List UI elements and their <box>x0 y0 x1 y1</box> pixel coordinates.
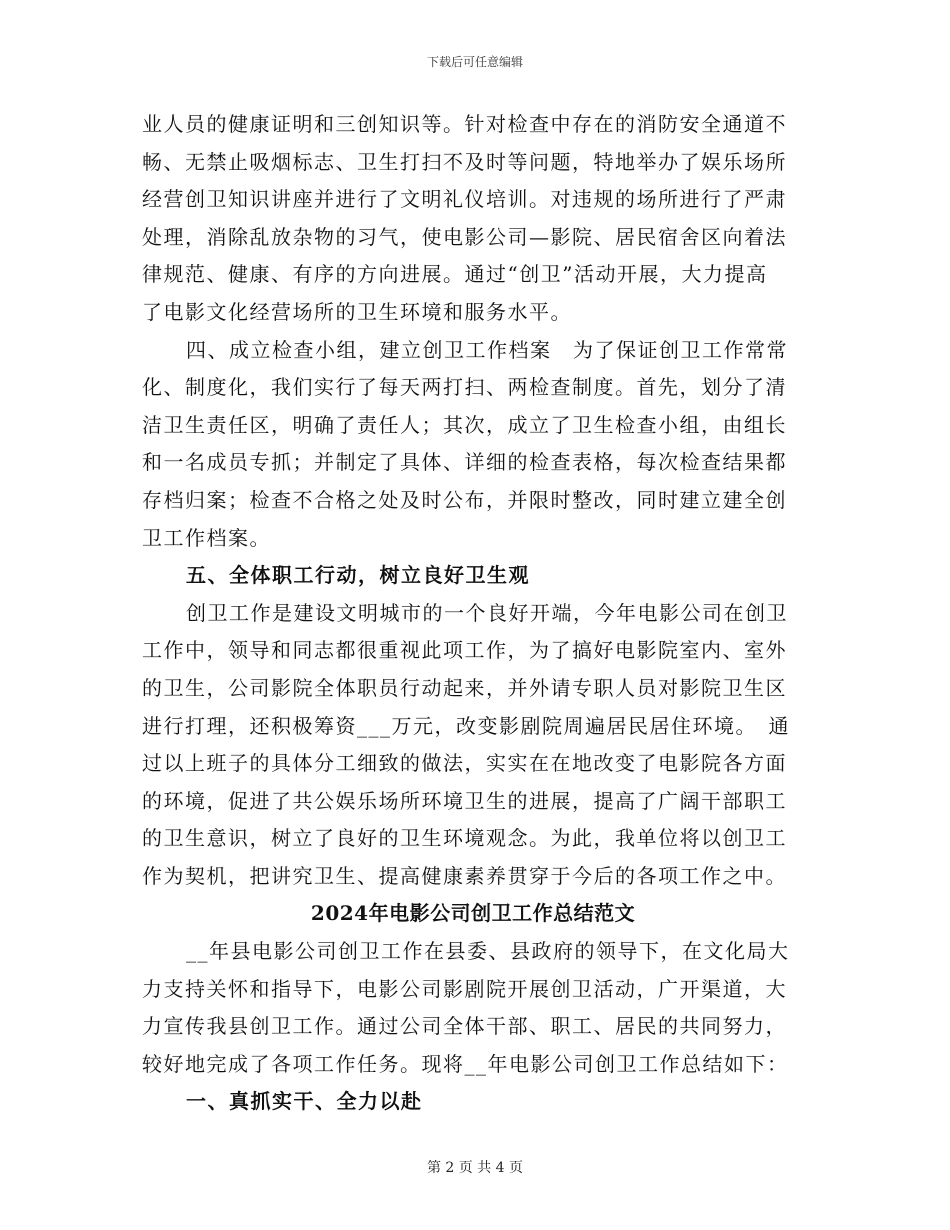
page-header-note: 下载后可任意编辑 <box>426 55 523 69</box>
section-four-line: 四、成立检查小组，建立创卫工作档案 为了保证创卫工作常常 <box>186 337 788 362</box>
body-line: 进行打理，还积极筹资___万元，改变影剧院周遍居民居住环境。 通 <box>142 713 790 738</box>
body-line: 力宣传我县创卫工作。通过公司全体干部、职工、居民的共同努力， <box>142 1014 787 1039</box>
body-line: 经营创卫知识讲座并进行了文明礼仪培训。对违规的场所进行了严肃 <box>142 187 787 212</box>
body-line: 工作中，领导和同志都很重视此项工作，为了搞好电影院室内、室外 <box>142 638 787 663</box>
body-line: 卫工作档案。 <box>142 525 271 550</box>
body-line: 化、制度化，我们实行了每天两打扫、两检查制度。首先，划分了清 <box>142 375 787 400</box>
body-line: 创卫工作是建设文明城市的一个良好开端，今年电影公司在创卫 <box>186 600 788 625</box>
body-line: 的卫生，公司影院全体职员行动起来，并外请专职人员对影院卫生区 <box>142 675 787 700</box>
page-footer-number: 第 2 页 共 4 页 <box>426 1160 524 1176</box>
body-line: 律规范、健康、有序的方向进展。通过“创卫”活动开展，大力提高 <box>142 262 768 287</box>
body-line: 和一名成员专抓；并制定了具体、详细的检查表格，每次检查结果都 <box>142 450 787 475</box>
body-line: 过以上班子的具体分工细致的做法，实实在在地改变了电影院各方面 <box>142 751 787 776</box>
body-line: 的环境，促进了共公娱乐场所环境卫生的进展，提高了广阔干部职工 <box>142 788 787 813</box>
body-line: 作为契机，把讲究卫生、提高健康素养贯穿于今后的各项工作之中。 <box>142 863 787 888</box>
body-line: __年县电影公司创卫工作在县委、县政府的领导下，在文化局大 <box>186 939 790 964</box>
section-heading: 五、全体职工行动，树立良好卫生观 <box>186 563 530 588</box>
section-heading: 一、真抓实干、全力以赴 <box>186 1089 423 1114</box>
body-line: 的卫生意识，树立了良好的卫生环境观念。为此，我单位将以创卫工 <box>142 826 787 851</box>
body-line: 了电影文化经营场所的卫生环境和服务水平。 <box>142 299 572 324</box>
body-line: 洁卫生责任区，明确了责任人；其次，成立了卫生检查小组，由组长 <box>142 412 787 437</box>
document-body <box>142 106 804 1121</box>
document-title: 2024年电影公司创卫工作总结范文 <box>310 901 636 926</box>
body-line: 力支持关怀和指导下，电影公司影剧院开展创卫活动，广开渠道，大 <box>142 976 787 1001</box>
body-line: 处理，消除乱放杂物的习气，使电影公司—影院、居民宿舍区向着法 <box>142 224 787 249</box>
body-line: 畅、无禁止吸烟标志、卫生打扫不及时等问题，特地举办了娱乐场所 <box>142 149 787 174</box>
body-line: 较好地完成了各项工作任务。现将__年电影公司创卫工作总结如下： <box>142 1051 789 1076</box>
body-line: 业人员的健康证明和三创知识等。针对检查中存在的消防安全通道不 <box>142 112 787 136</box>
body-line: 存档归案；检查不合格之处及时公布，并限时整改，同时建立建全创 <box>142 487 787 512</box>
